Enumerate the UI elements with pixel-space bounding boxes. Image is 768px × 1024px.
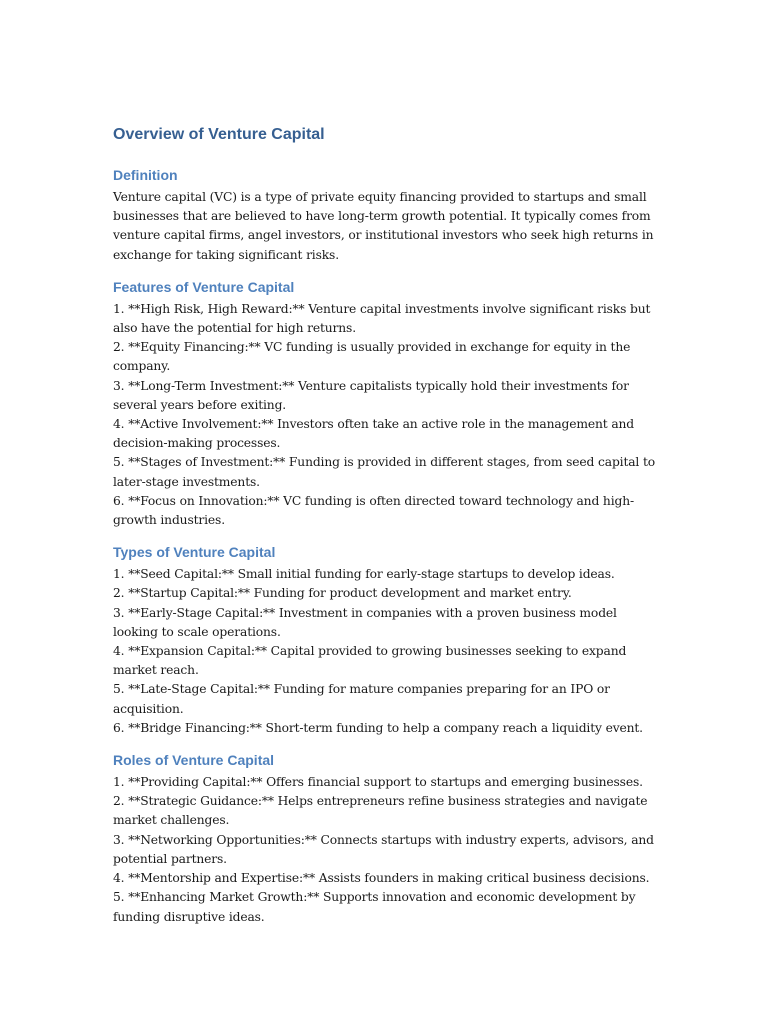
section-definition — [113, 166, 661, 265]
roles-list — [113, 773, 661, 927]
list-item: 4. **Mentorship and Expertise:** Assists founders in making critical business decisions. — [113, 871, 650, 886]
section-roles — [113, 751, 661, 927]
section-features — [113, 278, 661, 530]
list-item: 3. **Long-Term Investment:** Venture capitalists typically hold their investments for several years before exiting. — [113, 378, 629, 412]
list-item: 2. **Startup Capital:** Funding for product development and market entry. — [113, 586, 572, 601]
section-heading: Features of Venture Capital — [113, 278, 295, 295]
list-item: 3. **Networking Opportunities:** Connects startups with industry experts, advisors, and potential partners. — [113, 832, 654, 866]
list-item: 2. **Strategic Guidance:** Helps entrepreneurs refine business strategies and navigate market challenges. — [113, 794, 648, 828]
list-item: 1. **Seed Capital:** Small initial funding for early-stage startups to develop ideas. — [113, 567, 615, 582]
features-list — [113, 300, 661, 530]
section-heading: Roles of Venture Capital — [113, 752, 275, 769]
list-item: 1. **High Risk, High Reward:** Venture capital investments involve significant risks but also have the potential for high returns. — [113, 301, 651, 336]
document-page — [113, 124, 661, 940]
list-item: 2. **Equity Financing:** VC funding is usually provided in exchange for equity in the company. — [113, 340, 631, 374]
section-types — [113, 543, 661, 738]
list-item: 5. **Stages of Investment:** Funding is provided in different stages, from seed capital to later-stage investments. — [113, 455, 656, 489]
list-item: 5. **Enhancing Market Growth:** Supports innovation and economic development by funding disruptive ideas. — [113, 890, 636, 924]
types-list — [113, 565, 661, 738]
list-item: 3. **Early-Stage Capital:** Investment in companies with a proven business model looking to scale operations. — [113, 605, 617, 639]
list-item: 5. **Late-Stage Capital:** Funding for mature companies preparing for an IPO or acquisition. — [113, 682, 610, 716]
document-title: Overview of Venture Capital — [113, 126, 325, 143]
list-item: 4. **Expansion Capital:** Capital provided to growing businesses seeking to expand market reach. — [113, 644, 627, 678]
list-item: 1. **Providing Capital:** Offers financial support to startups and emerging businesses. — [113, 775, 643, 790]
list-item: 4. **Active Involvement:** Investors often take an active role in the management and decision-making processes. — [113, 417, 635, 451]
section-heading: Types of Venture Capital — [113, 544, 276, 561]
list-item: 6. **Focus on Innovation:** VC funding is often directed toward technology and high-growth industries. — [113, 493, 634, 528]
definition-paragraph: Venture capital (VC) is a type of private equity financing provided to startups and small businesses that are believed to have long-term growth potential. It typically comes from venture capital firms, angel investors, or institutional investors who seek high returns in exchange for taking significant risks. — [113, 190, 654, 262]
section-heading: Definition — [113, 167, 178, 183]
list-item: 6. **Bridge Financing:** Short-term funding to help a company reach a liquidity event. — [113, 720, 643, 735]
